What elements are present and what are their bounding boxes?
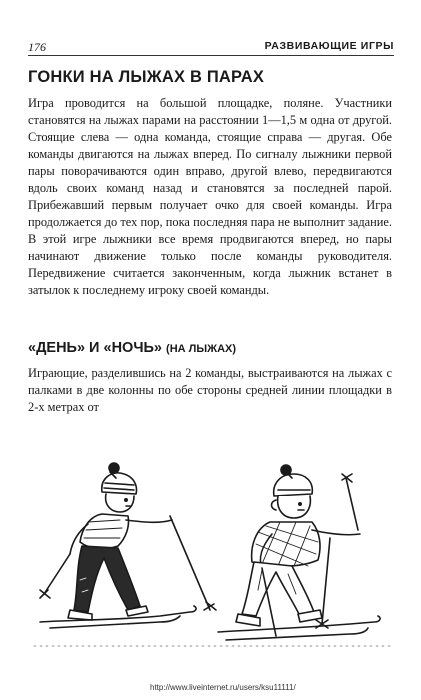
running-title: РАЗВИВАЮЩИЕ ИГРЫ	[264, 40, 394, 52]
section-2-paragraph: Играющие, разделившись на 2 команды, выстраиваются на лыжах с палками в две колонны по обе стороны средней линии площадки в 2-х метрах от	[28, 366, 392, 414]
skiing-children-icon	[30, 450, 395, 665]
running-header	[28, 36, 394, 56]
watermark-url: http://www.liveinternet.ru/users/ksu11111/	[150, 683, 296, 692]
section-title-2-subtitle: (НА ЛЫЖАХ)	[166, 343, 237, 355]
section-title-2	[28, 340, 236, 356]
section-title: ГОНКИ НА ЛЫЖАХ В ПАРАХ	[28, 68, 265, 86]
page-number: 176	[28, 40, 46, 54]
header-rule	[28, 55, 394, 56]
section-paragraph: Игра проводится на большой площадке, поляне. Участники становятся на лыжах парами на расстоянии 1—1,5 м одна от другой. Стоящие слева — одна команда, стоящие справа — другая. Обе команды двигаются на лыжах вперед. По сигналу лыжники первой пары поворачиваются один вправо, другой влево, передвигаются вдоль своих команд назад и становятся за последней парой. Прибежавший первым получает очко для своей команды. Игра продолжается до тех пор, пока последняя пара не выполнит задание. В этой игре лыжники все время продвигаются вперед, но пары начинают движение только после команды руководителя. Передвижение считается законченным, когда лыжник встанет в затылок к последнему игроку своей команды.	[28, 96, 392, 297]
section-title-2-main: «ДЕНЬ» И «НОЧЬ»	[28, 340, 162, 356]
